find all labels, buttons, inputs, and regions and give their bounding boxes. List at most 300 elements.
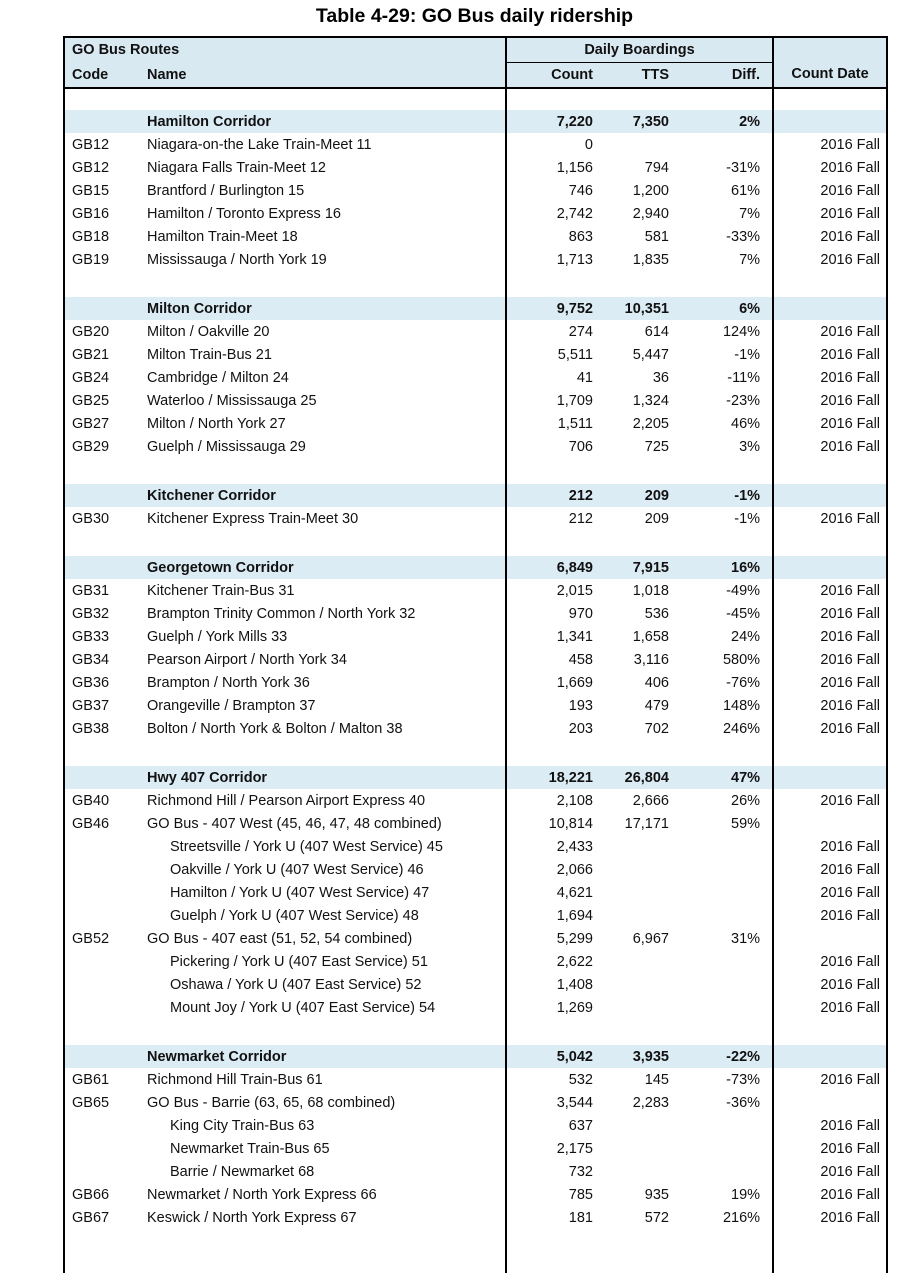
route-code-cell: GB65: [72, 1094, 110, 1111]
route-tts-cell: 209: [644, 510, 669, 527]
route-name-cell: Richmond Hill / Pearson Airport Express 40: [141, 789, 506, 812]
route-diff-cell: [677, 973, 773, 996]
route-row: [64, 579, 887, 602]
route-date-cell: 2016 Fall: [820, 792, 881, 809]
route-count-cell: 2,433: [556, 838, 593, 855]
route-tts-cell: 17,171: [624, 815, 669, 832]
route-code-cell: [64, 1137, 141, 1160]
section-diff-cell: -1%: [677, 484, 773, 507]
route-diff-cell: -23%: [677, 389, 773, 412]
spacer-cell-left: [64, 740, 506, 766]
route-name-cell: Kitchener Train-Bus 31: [141, 579, 506, 602]
route-date-cell: 2016 Fall: [820, 136, 881, 153]
route-count-cell: 732: [568, 1163, 593, 1180]
spacer-cell-left: [64, 458, 506, 484]
route-count-cell: 203: [568, 720, 593, 737]
route-date-cell: 2016 Fall: [820, 392, 881, 409]
route-count-cell: 212: [568, 510, 593, 527]
spacer-cell-left: [64, 1019, 506, 1045]
route-tts-cell: 406: [644, 674, 669, 691]
route-name-cell: Richmond Hill Train-Bus 61: [141, 1068, 506, 1091]
route-tts-cell: 6,967: [632, 930, 669, 947]
route-name-cell: Pickering / York U (407 East Service) 51: [141, 950, 506, 973]
route-row: [64, 320, 887, 343]
spacer-cell-mid: [506, 740, 773, 766]
section-name-cell: Newmarket Corridor: [141, 1045, 506, 1068]
route-code-cell: GB18: [72, 228, 110, 245]
route-name-cell: Mount Joy / York U (407 East Service) 54: [141, 996, 506, 1019]
route-row: [64, 602, 887, 625]
route-date-cell: 2016 Fall: [820, 205, 881, 222]
route-date-cell: 2016 Fall: [820, 323, 881, 340]
route-count-cell: 10,814: [548, 815, 593, 832]
route-name-cell: Hamilton / York U (407 West Service) 47: [141, 881, 506, 904]
route-date-cell: 2016 Fall: [820, 838, 881, 855]
route-code-cell: GB67: [72, 1209, 110, 1226]
route-row: [64, 858, 887, 881]
route-tts-cell: [601, 881, 677, 904]
route-diff-cell: -49%: [677, 579, 773, 602]
route-row: [64, 1160, 887, 1183]
route-row: [64, 507, 887, 530]
route-count-cell: 274: [568, 323, 593, 340]
route-count-cell: 3,544: [556, 1094, 593, 1111]
section-code-cell: [64, 484, 141, 507]
route-diff-cell: [677, 881, 773, 904]
route-row: [64, 789, 887, 812]
route-name-cell: Cambridge / Milton 24: [141, 366, 506, 389]
route-row: [64, 1114, 887, 1137]
route-diff-cell: 124%: [677, 320, 773, 343]
route-code-cell: GB66: [72, 1186, 110, 1203]
route-tts-cell: 1,835: [632, 251, 669, 268]
route-tts-cell: [601, 1137, 677, 1160]
ridership-table: [63, 36, 888, 1273]
route-count-cell: 2,175: [556, 1140, 593, 1157]
route-code-cell: [64, 996, 141, 1019]
route-tts-cell: [601, 835, 677, 858]
route-count-cell: 5,511: [557, 346, 593, 363]
header-column-row: [64, 63, 887, 89]
route-count-cell: 2,015: [556, 582, 593, 599]
route-date-cell: 2016 Fall: [820, 1209, 881, 1226]
route-code-cell: GB34: [72, 651, 110, 668]
header-name: Name: [141, 63, 506, 89]
route-name-cell: Brampton Trinity Common / North York 32: [141, 602, 506, 625]
route-count-cell: 970: [568, 605, 593, 622]
route-tts-cell: 572: [644, 1209, 669, 1226]
route-date-cell: 2016 Fall: [820, 582, 881, 599]
route-tts-cell: [601, 904, 677, 927]
route-code-cell: GB16: [72, 205, 110, 222]
section-tts-cell: 7,350: [601, 110, 677, 133]
route-count-cell: 1,709: [556, 392, 593, 409]
header-diff: Diff.: [677, 63, 773, 89]
section-count-cell: 7,220: [506, 110, 601, 133]
route-diff-cell: 31%: [677, 927, 773, 950]
route-row: [64, 343, 887, 366]
section-name-cell: Milton Corridor: [141, 297, 506, 320]
route-diff-cell: -33%: [677, 225, 773, 248]
route-count-cell: 1,713: [556, 251, 593, 268]
route-row: [64, 694, 887, 717]
route-code-cell: GB36: [72, 674, 110, 691]
route-count-cell: 1,341: [556, 628, 593, 645]
header-group-row: [64, 37, 887, 63]
route-date-cell: 2016 Fall: [820, 251, 881, 268]
section-date-cell: [773, 1045, 887, 1068]
route-tts-cell: [601, 1114, 677, 1137]
header-gap-row: [64, 88, 887, 110]
route-date-cell: 2016 Fall: [820, 510, 881, 527]
route-date-cell: [773, 812, 887, 835]
route-diff-cell: 46%: [677, 412, 773, 435]
route-date-cell: 2016 Fall: [820, 628, 881, 645]
route-diff-cell: 24%: [677, 625, 773, 648]
section-gap-row: [64, 458, 887, 484]
route-tts-cell: [601, 950, 677, 973]
route-date-cell: 2016 Fall: [820, 674, 881, 691]
section-date-cell: [773, 556, 887, 579]
route-diff-cell: 580%: [677, 648, 773, 671]
route-tts-cell: 614: [644, 323, 669, 340]
route-count-cell: 706: [568, 438, 593, 455]
route-name-cell: Brantford / Burlington 15: [141, 179, 506, 202]
route-row: [64, 835, 887, 858]
spacer-cell-mid: [506, 88, 773, 110]
route-date-cell: 2016 Fall: [820, 884, 881, 901]
table-filler-row: [64, 1229, 887, 1273]
route-date-cell: 2016 Fall: [820, 1117, 881, 1134]
route-name-cell: Newmarket Train-Bus 65: [141, 1137, 506, 1160]
route-code-cell: GB24: [72, 369, 110, 386]
route-date-cell: 2016 Fall: [820, 438, 881, 455]
route-tts-cell: [601, 858, 677, 881]
route-row: [64, 1137, 887, 1160]
route-count-cell: 1,269: [556, 999, 593, 1016]
section-gap-row: [64, 740, 887, 766]
spacer-cell-left: [64, 530, 506, 556]
route-count-cell: 41: [576, 369, 593, 386]
route-tts-cell: 2,283: [632, 1094, 669, 1111]
route-diff-cell: [677, 996, 773, 1019]
route-date-cell: 2016 Fall: [820, 1186, 881, 1203]
route-code-cell: GB30: [72, 510, 110, 527]
route-code-cell: GB31: [72, 582, 110, 599]
route-date-cell: 2016 Fall: [820, 159, 881, 176]
route-row: [64, 973, 887, 996]
route-name-cell: King City Train-Bus 63: [141, 1114, 506, 1137]
route-date-cell: 2016 Fall: [820, 346, 881, 363]
route-code-cell: [64, 1160, 141, 1183]
route-row: [64, 156, 887, 179]
spacer-cell-mid: [506, 458, 773, 484]
route-date-cell: 2016 Fall: [820, 907, 881, 924]
route-diff-cell: 61%: [677, 179, 773, 202]
route-row: [64, 435, 887, 458]
route-row: [64, 950, 887, 973]
route-code-cell: GB40: [72, 792, 110, 809]
section-gap-row: [64, 530, 887, 556]
section-code-cell: [64, 556, 141, 579]
spacer-cell-right: [773, 88, 887, 110]
route-diff-cell: 19%: [677, 1183, 773, 1206]
route-date-cell: [773, 927, 887, 950]
route-tts-cell: 1,018: [632, 582, 669, 599]
route-name-cell: Mississauga / North York 19: [141, 248, 506, 271]
section-date-cell: [773, 110, 887, 133]
route-name-cell: Newmarket / North York Express 66: [141, 1183, 506, 1206]
route-count-cell: 2,066: [556, 861, 593, 878]
section-header-row: [64, 484, 887, 507]
route-code-cell: GB20: [72, 323, 110, 340]
route-diff-cell: 59%: [677, 812, 773, 835]
route-diff-cell: 246%: [677, 717, 773, 740]
route-name-cell: Guelph / York U (407 West Service) 48: [141, 904, 506, 927]
route-date-cell: 2016 Fall: [820, 369, 881, 386]
route-diff-cell: -76%: [677, 671, 773, 694]
route-count-cell: 0: [584, 136, 593, 153]
section-name-cell: Hamilton Corridor: [141, 110, 506, 133]
route-tts-cell: 479: [644, 697, 669, 714]
route-date-cell: 2016 Fall: [820, 976, 881, 993]
spacer-cell-right: [773, 740, 887, 766]
section-name-cell: Kitchener Corridor: [141, 484, 506, 507]
section-tts-cell: 3,935: [601, 1045, 677, 1068]
route-code-cell: GB32: [72, 605, 110, 622]
route-diff-cell: [677, 1160, 773, 1183]
route-count-cell: 2,622: [556, 953, 593, 970]
section-count-cell: 9,752: [506, 297, 601, 320]
spacer-cell-left: [64, 1229, 506, 1273]
route-count-cell: 1,156: [556, 159, 593, 176]
route-tts-cell: 794: [644, 159, 669, 176]
section-gap-row: [64, 1019, 887, 1045]
section-count-cell: 212: [506, 484, 601, 507]
route-diff-cell: -31%: [677, 156, 773, 179]
route-date-cell: 2016 Fall: [820, 861, 881, 878]
route-tts-cell: 1,324: [632, 392, 669, 409]
route-tts-cell: [601, 996, 677, 1019]
spacer-cell-right: [773, 530, 887, 556]
route-row: [64, 996, 887, 1019]
route-code-cell: [64, 973, 141, 996]
route-date-cell: [773, 1091, 887, 1114]
route-count-cell: 637: [568, 1117, 593, 1134]
section-header-row: [64, 297, 887, 320]
route-code-cell: GB37: [72, 697, 110, 714]
section-header-row: [64, 110, 887, 133]
section-date-cell: [773, 297, 887, 320]
route-name-cell: GO Bus - 407 east (51, 52, 54 combined): [141, 927, 506, 950]
section-count-cell: 18,221: [506, 766, 601, 789]
route-tts-cell: 3,116: [633, 651, 669, 668]
spacer-cell-left: [64, 271, 506, 297]
section-date-cell: [773, 766, 887, 789]
route-row: [64, 179, 887, 202]
section-count-cell: 5,042: [506, 1045, 601, 1068]
route-count-cell: 863: [568, 228, 593, 245]
route-tts-cell: [601, 973, 677, 996]
route-date-cell: 2016 Fall: [820, 697, 881, 714]
route-name-cell: Barrie / Newmarket 68: [141, 1160, 506, 1183]
route-code-cell: [64, 1114, 141, 1137]
route-diff-cell: -45%: [677, 602, 773, 625]
route-date-cell: 2016 Fall: [820, 415, 881, 432]
route-count-cell: 1,511: [557, 415, 593, 432]
header-daily-boardings: Daily Boardings: [506, 37, 773, 63]
route-name-cell: Brampton / North York 36: [141, 671, 506, 694]
route-tts-cell: 2,940: [632, 205, 669, 222]
route-diff-cell: 26%: [677, 789, 773, 812]
route-name-cell: Guelph / Mississauga 29: [141, 435, 506, 458]
route-row: [64, 1206, 887, 1229]
section-diff-cell: 47%: [677, 766, 773, 789]
route-name-cell: Pearson Airport / North York 34: [141, 648, 506, 671]
route-name-cell: Waterloo / Mississauga 25: [141, 389, 506, 412]
section-diff-cell: 16%: [677, 556, 773, 579]
header-count: Count: [506, 63, 601, 89]
route-name-cell: Milton / North York 27: [141, 412, 506, 435]
route-row: [64, 625, 887, 648]
route-row: [64, 717, 887, 740]
route-diff-cell: [677, 950, 773, 973]
route-diff-cell: -73%: [677, 1068, 773, 1091]
section-code-cell: [64, 766, 141, 789]
route-row: [64, 927, 887, 950]
route-tts-cell: 536: [644, 605, 669, 622]
spacer-cell-right: [773, 271, 887, 297]
route-row: [64, 412, 887, 435]
route-row: [64, 1183, 887, 1206]
route-tts-cell: 36: [652, 369, 669, 386]
route-code-cell: GB25: [72, 392, 110, 409]
table-header: [64, 37, 887, 88]
route-tts-cell: 5,447: [632, 346, 669, 363]
section-date-cell: [773, 484, 887, 507]
route-code-cell: GB21: [72, 346, 110, 363]
route-count-cell: 785: [568, 1186, 593, 1203]
section-name-cell: Georgetown Corridor: [141, 556, 506, 579]
route-diff-cell: [677, 835, 773, 858]
route-count-cell: 181: [568, 1209, 593, 1226]
route-diff-cell: -36%: [677, 1091, 773, 1114]
route-name-cell: Bolton / North York & Bolton / Malton 38: [141, 717, 506, 740]
route-code-cell: [64, 881, 141, 904]
spacer-cell-right: [773, 1229, 887, 1273]
route-count-cell: 1,694: [556, 907, 593, 924]
route-count-cell: 532: [568, 1071, 593, 1088]
route-diff-cell: 3%: [677, 435, 773, 458]
spacer-cell-mid: [506, 271, 773, 297]
route-name-cell: Oakville / York U (407 West Service) 46: [141, 858, 506, 881]
table-title: Table 4-29: GO Bus daily ridership: [315, 5, 634, 27]
route-row: [64, 1091, 887, 1114]
route-date-cell: 2016 Fall: [820, 182, 881, 199]
route-name-cell: Niagara Falls Train-Meet 12: [141, 156, 506, 179]
route-name-cell: Hamilton / Toronto Express 16: [141, 202, 506, 225]
route-code-cell: [64, 858, 141, 881]
route-count-cell: 746: [568, 182, 593, 199]
route-diff-cell: [677, 858, 773, 881]
route-date-cell: 2016 Fall: [820, 720, 881, 737]
route-row: [64, 904, 887, 927]
route-count-cell: 1,669: [556, 674, 593, 691]
spacer-cell-right: [773, 1019, 887, 1045]
spacer-cell-mid: [506, 530, 773, 556]
header-tts: TTS: [601, 63, 677, 89]
route-code-cell: GB52: [72, 930, 110, 947]
section-tts-cell: 26,804: [601, 766, 677, 789]
route-code-cell: GB19: [72, 251, 110, 268]
route-code-cell: GB12: [72, 159, 110, 176]
route-count-cell: 4,621: [556, 884, 593, 901]
route-date-cell: 2016 Fall: [820, 999, 881, 1016]
spacer-cell-mid: [506, 1019, 773, 1045]
route-diff-cell: -11%: [677, 366, 773, 389]
route-name-cell: Milton / Oakville 20: [141, 320, 506, 343]
section-diff-cell: 6%: [677, 297, 773, 320]
route-tts-cell: 581: [644, 228, 669, 245]
section-name-cell: Hwy 407 Corridor: [141, 766, 506, 789]
route-name-cell: Streetsville / York U (407 West Service) 45: [141, 835, 506, 858]
route-date-cell: 2016 Fall: [820, 953, 881, 970]
route-tts-cell: 2,205: [632, 415, 669, 432]
route-tts-cell: 725: [644, 438, 669, 455]
route-code-cell: GB61: [72, 1071, 110, 1088]
route-diff-cell: 7%: [677, 248, 773, 271]
route-code-cell: GB46: [72, 815, 110, 832]
spacer-cell-left: [64, 88, 506, 110]
route-diff-cell: [677, 904, 773, 927]
route-name-cell: Kitchener Express Train-Meet 30: [141, 507, 506, 530]
header-code: Code: [64, 63, 141, 89]
route-code-cell: GB27: [72, 415, 110, 432]
route-date-cell: 2016 Fall: [820, 1140, 881, 1157]
route-row: [64, 648, 887, 671]
route-count-cell: 193: [568, 697, 593, 714]
route-row: [64, 202, 887, 225]
header-count-date: Count Date: [773, 37, 887, 88]
route-diff-cell: 148%: [677, 694, 773, 717]
route-tts-cell: 1,658: [632, 628, 669, 645]
route-date-cell: 2016 Fall: [820, 605, 881, 622]
route-diff-cell: [677, 133, 773, 156]
section-code-cell: [64, 297, 141, 320]
route-name-cell: Orangeville / Brampton 37: [141, 694, 506, 717]
route-diff-cell: [677, 1114, 773, 1137]
route-name-cell: Keswick / North York Express 67: [141, 1206, 506, 1229]
route-date-cell: 2016 Fall: [820, 1163, 881, 1180]
route-row: [64, 671, 887, 694]
section-code-cell: [64, 1045, 141, 1068]
route-name-cell: Hamilton Train-Meet 18: [141, 225, 506, 248]
spacer-cell-mid: [506, 1229, 773, 1273]
route-code-cell: [64, 950, 141, 973]
route-row: [64, 1068, 887, 1091]
route-row: [64, 248, 887, 271]
route-name-cell: Milton Train-Bus 21: [141, 343, 506, 366]
route-name-cell: GO Bus - 407 West (45, 46, 47, 48 combined): [141, 812, 506, 835]
route-tts-cell: [601, 1160, 677, 1183]
route-count-cell: 2,108: [556, 792, 593, 809]
route-row: [64, 881, 887, 904]
route-tts-cell: 935: [644, 1186, 669, 1203]
route-name-cell: Niagara-on-the Lake Train-Meet 11: [141, 133, 506, 156]
section-tts-cell: 7,915: [601, 556, 677, 579]
route-code-cell: [64, 835, 141, 858]
route-row: [64, 366, 887, 389]
